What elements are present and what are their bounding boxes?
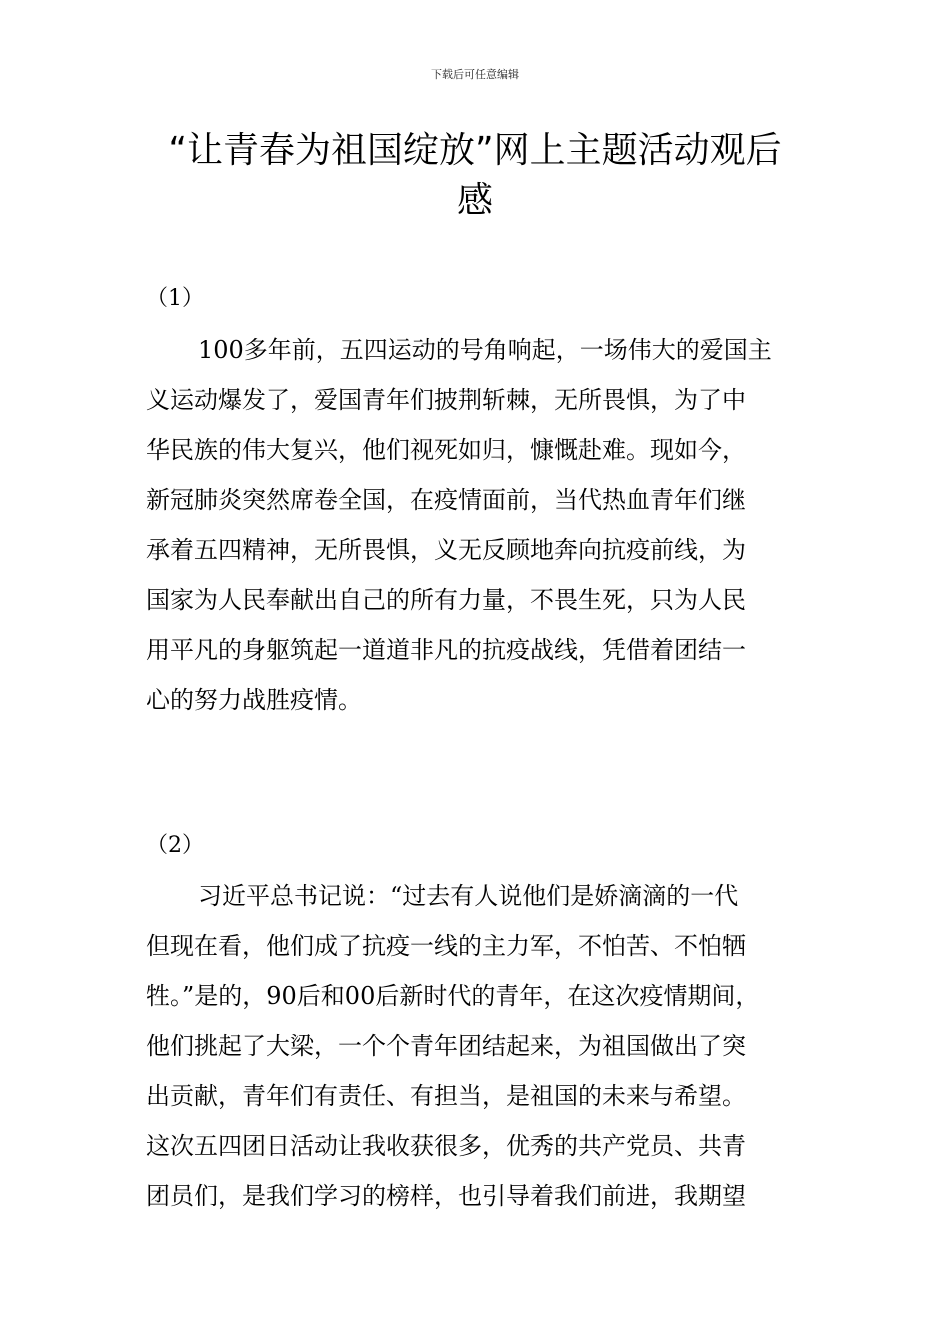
paragraph-line: 出贡献，青年们有责任、有担当，是祖国的未来与希望。: [146, 1082, 746, 1110]
paragraph-line: 100多年前，五四运动的号角响起，一场伟大的爱国主: [198, 336, 772, 364]
paragraph-line: 他们挑起了大梁，一个个青年团结起来，为祖国做出了突: [146, 1032, 746, 1060]
paragraph-line: 心的努力战胜疫情。: [146, 686, 362, 714]
paragraph-line: 习近平总书记说：“过去有人说他们是娇滴滴的一代: [198, 882, 739, 910]
section-2-label: （2）: [146, 833, 204, 858]
paragraph-line: 承着五四精神，无所畏惧，义无反顾地奔向抗疫前线，为: [146, 536, 746, 564]
section-1-paragraph: [146, 325, 826, 725]
title-line-1: “让青春为祖国绽放”网上主题活动观后: [168, 130, 782, 171]
paragraph-line: 国家为人民奉献出自己的所有力量，不畏生死，只为人民: [146, 586, 746, 614]
paragraph-line: 义运动爆发了，爱国青年们披荆斩棘，无所畏惧，为了中: [146, 386, 746, 414]
paragraph-line: 这次五四团日活动让我收获很多，优秀的共产党员、共青: [146, 1132, 746, 1160]
paragraph-line: 牲。”是的，90后和00后新时代的青年，在这次疫情期间，: [146, 982, 760, 1010]
document-title: [150, 126, 800, 226]
section-1-label: （1）: [146, 286, 204, 311]
paragraph-line: 华民族的伟大复兴，他们视死如归，慷慨赴难。现如今，: [146, 436, 746, 464]
title-line-2: 感: [456, 180, 493, 221]
paragraph-line: 但现在看，他们成了抗疫一线的主力军，不怕苦、不怕牺: [146, 932, 746, 960]
paragraph-line: 用平凡的身躯筑起一道道非凡的抗疫战线，凭借着团结一: [146, 636, 746, 664]
paragraph-line: 团员们，是我们学习的榜样，也引导着我们前进，我期望: [146, 1182, 746, 1210]
paragraph-line: 新冠肺炎突然席卷全国，在疫情面前，当代热血青年们继: [146, 486, 746, 514]
section-2-paragraph: [146, 871, 826, 1221]
header-note: 下载后可任意编辑: [431, 68, 519, 81]
